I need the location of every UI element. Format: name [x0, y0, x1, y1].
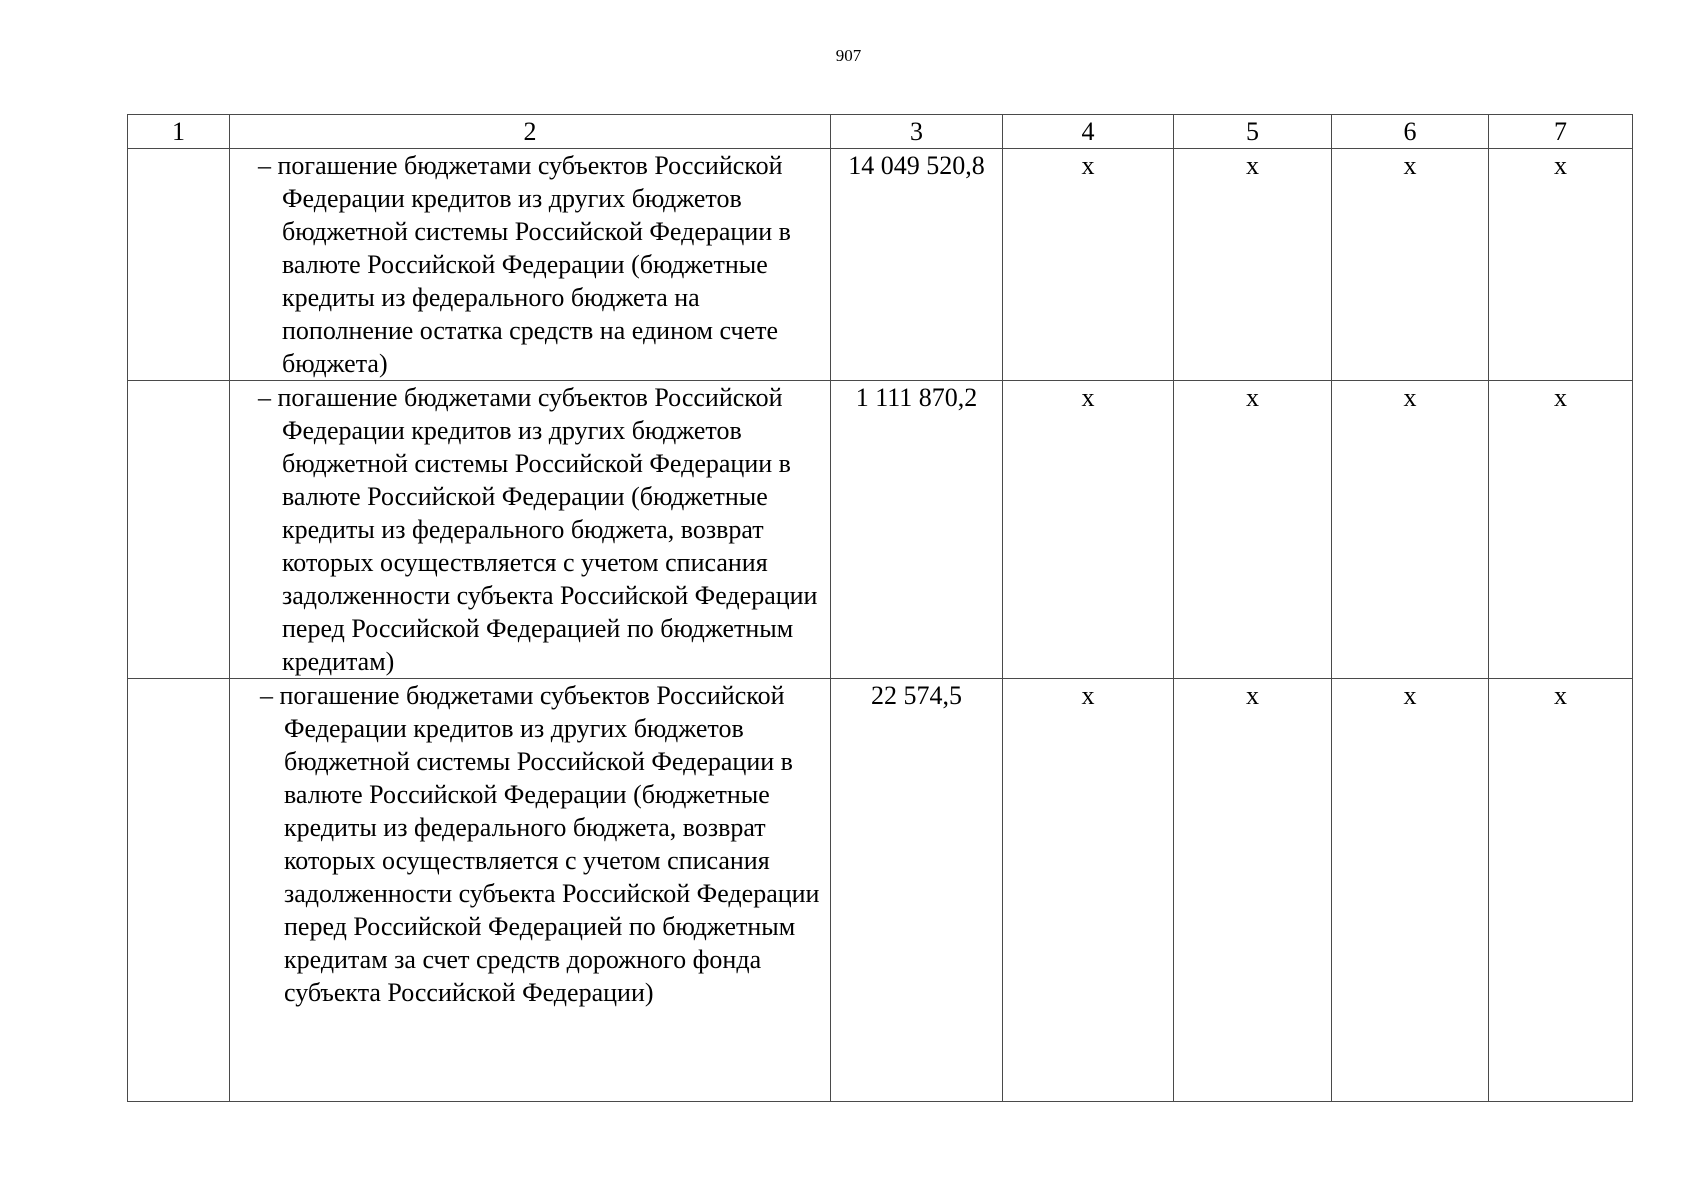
description-text: – погашение бюджетами субъектов Российской Федерации кредитов из других бюджетов бюджетной системы Российской Федерации в валюте Российской Федерации (бюджетные кредиты из федерального бюджета, возврат которых осуществляется с учетом списания задолженности субъекта Российской Федерации перед Российской Федерацией по бюджетным кредитам за счет средств дорожного фонда субъекта Российской Федерации)	[260, 681, 820, 1007]
table-row	[128, 679, 1633, 1102]
column-header-1: 1	[128, 115, 230, 149]
column-4-cell: х	[1003, 679, 1174, 1102]
column-header-7: 7	[1489, 115, 1633, 149]
column-4-cell: х	[1003, 381, 1174, 679]
amount-cell: 1 111 870,2	[831, 381, 1003, 679]
column-header-4: 4	[1003, 115, 1174, 149]
description-cell	[230, 381, 831, 679]
budget-table	[127, 114, 1633, 1102]
row-index-cell	[128, 679, 230, 1102]
description-cell	[230, 679, 831, 1102]
row-index-cell	[128, 381, 230, 679]
column-5-cell: х	[1174, 679, 1332, 1102]
column-6-cell: х	[1332, 381, 1489, 679]
column-header-2: 2	[230, 115, 831, 149]
page-number: 907	[835, 46, 862, 65]
column-6-cell: х	[1332, 149, 1489, 381]
amount-cell: 22 574,5	[831, 679, 1003, 1102]
column-5-cell: х	[1174, 149, 1332, 381]
column-4-cell: х	[1003, 149, 1174, 381]
column-5-cell: х	[1174, 381, 1332, 679]
column-6-cell: х	[1332, 679, 1489, 1102]
row-index-cell	[128, 149, 230, 381]
column-header-5: 5	[1174, 115, 1332, 149]
description-text: – погашение бюджетами субъектов Российской Федерации кредитов из других бюджетов бюджетной системы Российской Федерации в валюте Российской Федерации (бюджетные кредиты из федерального бюджета на пополнение остатка средств на едином счете бюджета)	[258, 151, 791, 378]
table-header-row	[128, 115, 1633, 149]
column-7-cell: х	[1489, 679, 1633, 1102]
table-row	[128, 381, 1633, 679]
description-cell	[230, 149, 831, 381]
description-text: – погашение бюджетами субъектов Российской Федерации кредитов из других бюджетов бюджетной системы Российской Федерации в валюте Российской Федерации (бюджетные кредиты из федерального бюджета, возврат которых осуществляется с учетом списания задолженности субъекта Российской Федерации перед Российской Федерацией по бюджетным кредитам)	[258, 383, 818, 676]
table-row	[128, 149, 1633, 381]
column-7-cell: х	[1489, 381, 1633, 679]
amount-cell: 14 049 520,8	[831, 149, 1003, 381]
column-7-cell: х	[1489, 149, 1633, 381]
column-header-3: 3	[831, 115, 1003, 149]
column-header-6: 6	[1332, 115, 1489, 149]
